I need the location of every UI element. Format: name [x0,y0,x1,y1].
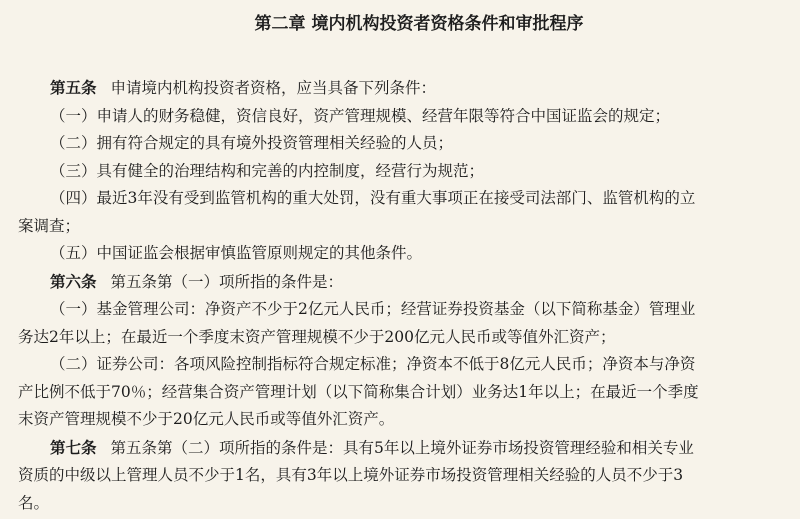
article-6-item-2-line-3: 末资产管理规模不少于20亿元人民币或等值外汇资产。 [18,410,395,428]
article-5-item-4: （四）最近3年没有受到监管机构的重大处罚，没有重大事项正在接受司法部门、监管机构的立 [50,189,696,207]
article-5-item-1: （一）申请人的财务稳健，资信良好，资产管理规模、经营年限等符合中国证监会的规定； [50,106,671,125]
article-7-line-1 [18,434,800,463]
article-5-intro [18,74,800,103]
article-5-intro-text: 申请境内机构投资者资格，应当具备下列条件： [110,79,437,97]
article-6-item-2-line-1: （二）证券公司：各项风险控制指标符合规定标准；净资本不低于8亿元人民币；净资本与净资 [50,355,696,373]
article-5-item-2: （二）拥有符合规定的具有境外投资管理相关经验的人员； [50,134,454,152]
article-6-intro-text: 第五条第（一）项所指的条件是： [110,272,344,291]
chapter-title: 第二章 境内机构投资者资格条件和审批程序 [254,14,584,34]
article-7-line-3: 名。 [18,493,50,512]
article-6-label: 第六条 [50,271,97,291]
article-7-line-1-text: 第五条第（二）项所指的条件是：具有5年以上境外证券市场投资管理经验和相关专业 [110,438,694,457]
article-5-item-3: （三）具有健全的治理结构和完善的内控制度，经营行为规范； [50,161,485,180]
article-7-label: 第七条 [50,437,97,457]
article-6-item-1-line-2: 务达2年以上；在最近一个季度末资产管理规模不少于200亿元人民币或等值外汇资产； [18,327,616,346]
article-6-intro [18,268,800,297]
article-7-line-2: 资质的中级以上管理人员不少于1名，具有3年以上境外证券市场投资管理相关经验的人员不少于3 [18,466,684,484]
article-5-label: 第五条 [50,78,97,97]
article-5-item-4-continued: 案调查； [18,216,81,235]
article-5-item-5: （五）中国证监会根据审慎监管原则规定的其他条件。 [50,244,423,262]
article-6-item-1-line-1: （一）基金管理公司：净资产不少于2亿元人民币；经营证券投资基金（以下简称基金）管理业 [50,300,696,318]
article-6-item-2-line-2: 产比例不低于70％；经营集合资产管理计划（以下简称集合计划）业务达1年以上；在最近一个季度 [18,382,699,401]
